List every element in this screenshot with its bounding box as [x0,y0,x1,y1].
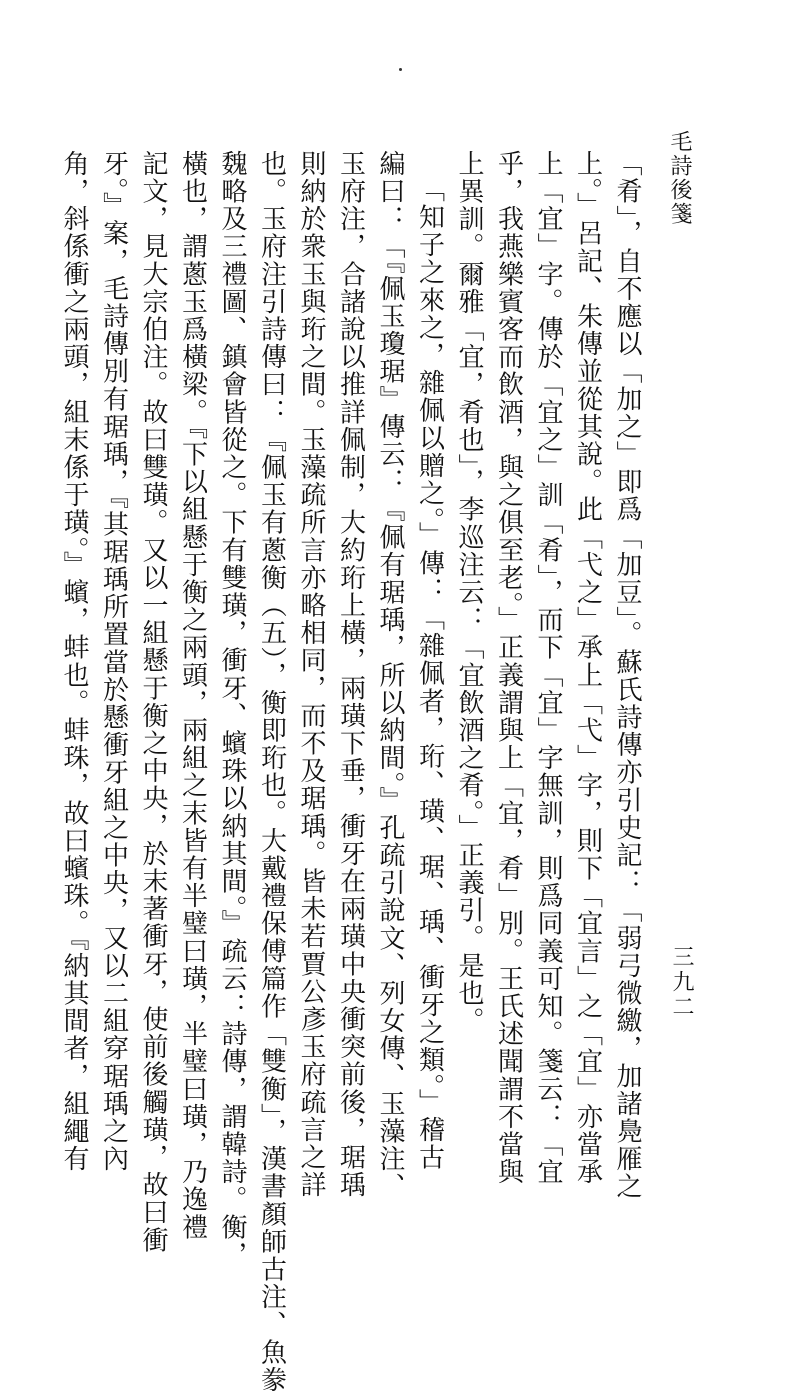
text-column: 「知子之來之，雜佩以贈之。」傳：「雜佩者，珩、璜、琚、瑀、衝牙之類。」稽古 [414,176,445,1172]
running-header-title: 毛詩後箋 [667,130,692,226]
text-column: 乎，我燕樂賓客而飲酒，與之俱至老。」正義謂與上「宜，肴」別。王氏述聞謂不當與 [493,150,524,1186]
text-column: 則納於衆玉與珩之間。玉藻疏所言亦略相同，而不及琚瑀。皆未若賈公彥玉府疏言之詳 [296,150,326,1199]
text-column: 玉府注，合諸說以推詳佩制，大約珩上橫，兩璜下垂，衝牙在兩璜中央衝突前後，琚瑀 [335,150,366,1199]
text-column: 上「宜」字。傳於「宜之」訓「肴」，而下「宜」字無訓，則爲同義可知。箋云：「宜 [533,150,563,1186]
page-number: 三九二 [669,945,694,1020]
text-column: 橫也，謂蔥玉爲橫梁。『下以組懸于衡之兩頭，兩組之末皆有半璧曰璜，半璧曰璜，乃逸禮 [177,150,208,1241]
text-column: 「肴」，自不應以「加之」即爲「加豆」。蘇氏詩傳亦引史記：「弱弓微繳，加諸鳧雁之 [612,150,642,1201]
text-column: 上。」呂記、朱傳並從其說。此「弋之」承上「弋」字，則下「宜言」之「宜」亦當承 [572,150,603,1186]
page-mark [399,68,402,71]
text-column: 上異訓。爾雅「宜，肴也」，李巡注云：「宜飲酒之肴。」正義引。是也。 [454,150,484,1035]
text-column: 角，斜係衝之兩頭，組末係于璜。』蠙，蚌也。蚌珠，故曰蠙珠。『納其間者，組繩有 [59,150,89,1173]
text-column: 編曰：「『佩玉瓊琚』傳云：『佩有琚瑀，所以納間。』孔疏引說文、列女傳、玉藻注、 [375,150,405,1201]
vertical-body-text [59,150,646,1394]
text-column: 記文，見大宗伯注。故曰雙璜。又以一組懸于衡之中央，於末著衝牙，使前後觸璜，故曰衝 [138,150,168,1254]
text-column: 牙。』案，毛詩傳別有琚瑀，『其琚瑀所置當於懸衝牙組之中央，又以二組穿琚瑀之內 [98,150,129,1173]
text-column: 魏略及三禮圖、鎮會皆從之。下有雙璜，衝牙、蠙珠以納其間。』疏云：詩傳，謂韓詩。衡， [217,150,247,1269]
text-column: 也。玉府注引詩傳曰：『佩玉有蔥衡（五），衡即珩也。大戴禮保傅篇作「雙衡」，漢書顏師古注、魚豢 [256,150,287,1394]
